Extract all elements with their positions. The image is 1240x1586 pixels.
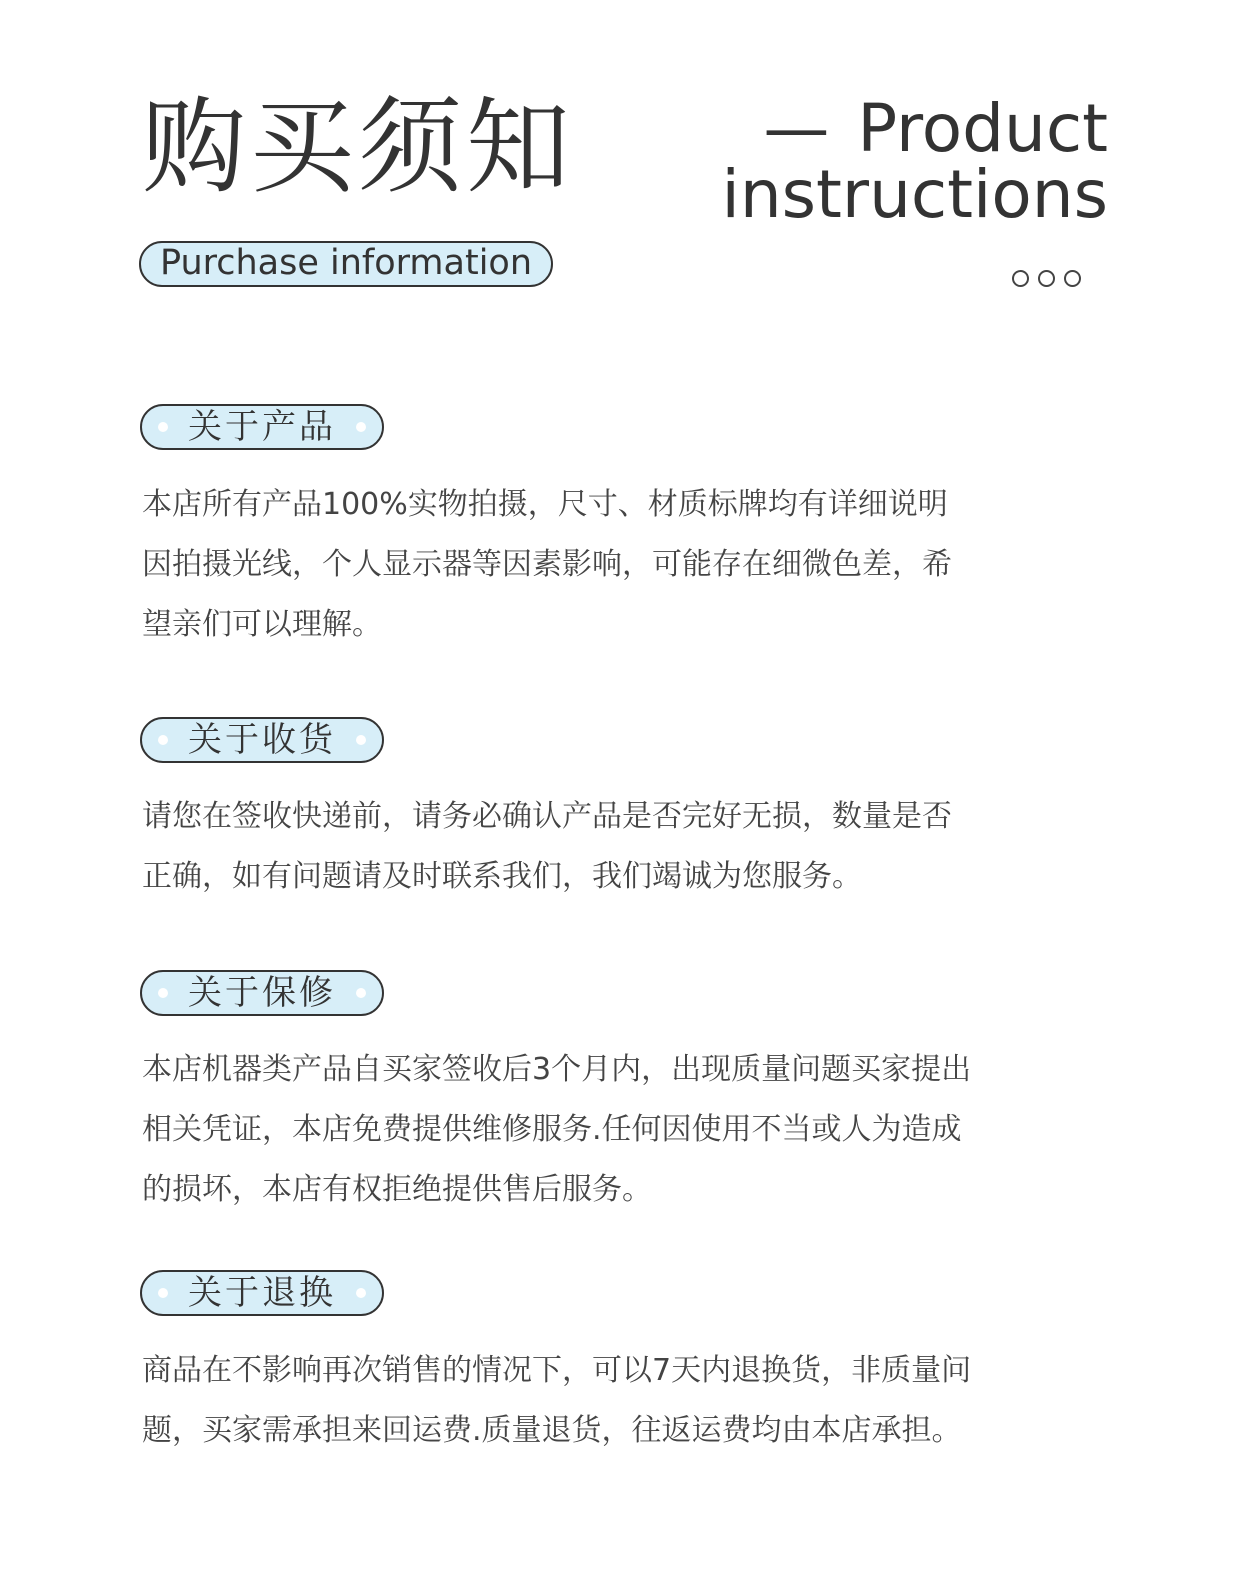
- dot-icon: [356, 988, 366, 998]
- body-line: 本店所有产品100%实物拍摄，尺寸、材质标牌均有详细说明: [142, 487, 948, 522]
- circle-icon: [1012, 270, 1029, 287]
- page-title-cn: 购买须知: [142, 86, 575, 208]
- section-body-product: [142, 475, 1102, 655]
- section-heading-label: 关于产品: [188, 407, 336, 447]
- section-body-warranty: [142, 1040, 1102, 1220]
- section-body-delivery: [142, 787, 1102, 907]
- body-line: 本店机器类产品自买家签收后3个月内，出现质量问题买家提出: [142, 1052, 972, 1087]
- dot-icon: [158, 422, 168, 432]
- section-heading-warranty: [140, 970, 384, 1016]
- section-heading-label: 关于退换: [188, 1273, 336, 1313]
- section-heading-delivery: [140, 717, 384, 763]
- circle-icon: [1064, 270, 1081, 287]
- body-line: 望亲们可以理解。: [142, 607, 382, 642]
- dot-icon: [158, 1288, 168, 1298]
- body-line: 题，买家需承担来回运费.质量退货，往返运费均由本店承担。: [142, 1413, 962, 1448]
- title-dash: —: [763, 90, 830, 167]
- body-line: 商品在不影响再次销售的情况下，可以7天内退换货，非质量问: [142, 1353, 972, 1388]
- body-line: 因拍摄光线，个人显示器等因素影响，可能存在细微色差，希: [142, 547, 952, 582]
- dot-icon: [356, 422, 366, 432]
- title-en-word-product: Product: [857, 90, 1108, 167]
- dot-icon: [356, 1288, 366, 1298]
- title-en-line-2: instructions: [721, 156, 1108, 233]
- title-en-line-1: [722, 90, 1109, 167]
- dot-icon: [158, 988, 168, 998]
- decorative-dots: [1012, 270, 1081, 287]
- circle-icon: [1038, 270, 1055, 287]
- dot-icon: [158, 735, 168, 745]
- section-heading-label: 关于收货: [188, 720, 336, 760]
- body-line: 相关凭证，本店免费提供维修服务.任何因使用不当或人为造成: [142, 1112, 962, 1147]
- body-line: 请您在签收快递前，请务必确认产品是否完好无损，数量是否: [142, 799, 952, 834]
- section-heading-returns: [140, 1270, 384, 1316]
- section-body-returns: [142, 1341, 1102, 1461]
- body-line: 正确，如有问题请及时联系我们，我们竭诚为您服务。: [142, 859, 862, 894]
- purchase-information-badge: Purchase information: [139, 241, 553, 287]
- page-title-en: [721, 90, 1109, 233]
- dot-icon: [356, 735, 366, 745]
- section-heading-label: 关于保修: [188, 973, 336, 1013]
- body-line: 的损坏，本店有权拒绝提供售后服务。: [142, 1172, 652, 1207]
- section-heading-product: [140, 404, 384, 450]
